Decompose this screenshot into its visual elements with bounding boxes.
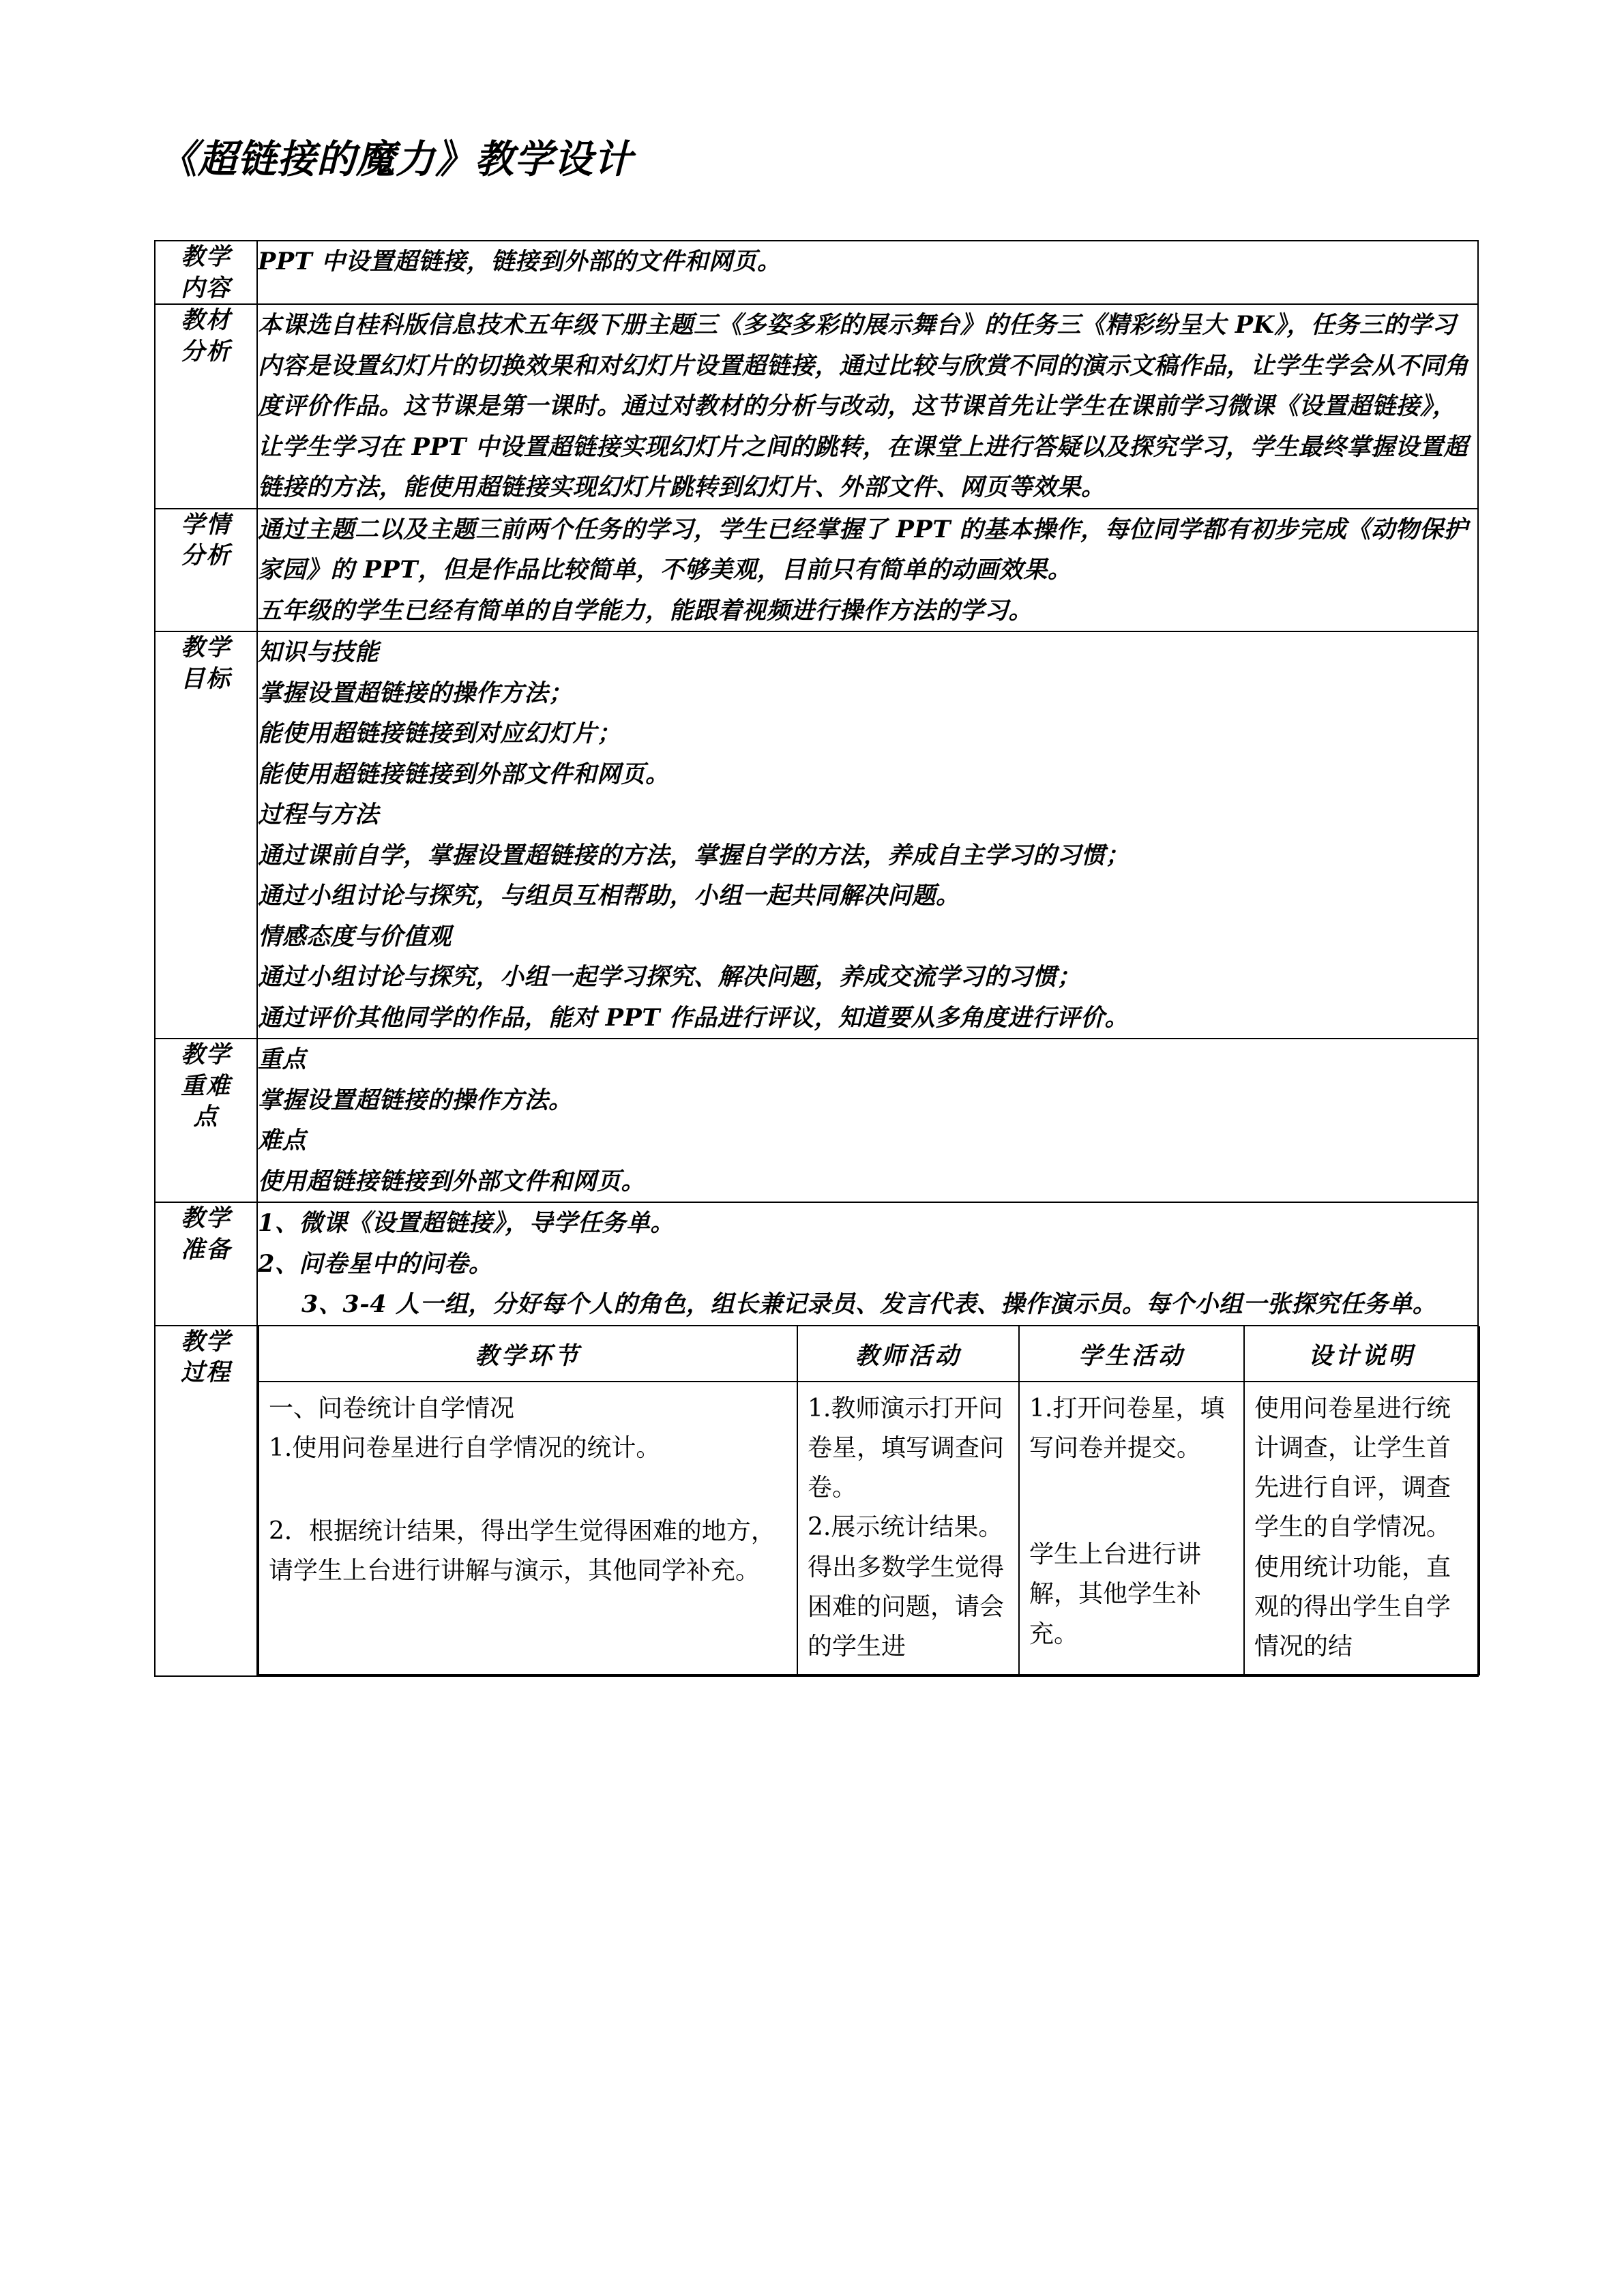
lesson-plan-table (154, 240, 1479, 1677)
process-cell-student (1019, 1382, 1244, 1675)
cell-student-analysis: 通过主题二以及主题三前两个任务的学习，学生已经掌握了 PPT 的基本操作，每位同学都有初步完成《动物保护家园》的 PPT，但是作品比较简单，不够美观，目前只有简单的动画效果。 五年级的学生已经有简单的自学能力，能跟着视频进行操作方法的学习。 (257, 509, 1478, 632)
process-body-row (259, 1382, 1479, 1675)
process-header-teacher: 教师活动 (797, 1326, 1019, 1382)
design-note-2: 使用统计功能，直观的得出学生自学情况的结 (1254, 1553, 1451, 1661)
row-label-teaching-content: 教学 内容 (155, 241, 257, 304)
cell-teaching-content: PPT 中设置超链接，链接到外部的文件和网页。 (257, 241, 1478, 304)
student-activity-1: 1.打开问卷星，填写问卷并提交。 (1029, 1394, 1225, 1462)
process-step-2: 2．根据统计结果，得出学生觉得困难的地方，请学生上台进行讲解与演示，其他同学补充。 (269, 1517, 776, 1585)
row-label-student-analysis: 学情 分析 (155, 509, 257, 632)
row-label-objectives: 教学 目标 (155, 631, 257, 1039)
teacher-activity-1: 1.教师演示打开问卷星，填写调查问卷。 (808, 1394, 1005, 1502)
teacher-activity-3: 得出多数学生觉得困难的问题，请会的学生进 (808, 1553, 1005, 1661)
student-activity-2: 学生上台进行讲解，其他学生补充。 (1029, 1540, 1202, 1648)
cell-material-analysis: 本课选自桂科版信息技术五年级下册主题三《多姿多彩的展示舞台》的任务三《精彩纷呈大 PK》，任务三的学习内容是设置幻灯片的切换效果和对幻灯片设置超链接，通过比较与欣赏不同的演示文稿作品，让学生学会从不同角度评价作品。这节课是第一课时。通过对教材的分析与改动，这节课首先让学生在课前学习微课《设置超链接》，让学生学习在 PPT 中设置超链接实现幻灯片之间的跳转，在课堂上进行答疑以及探究学习，学生最终掌握设置超链接的方法，能使用超链接实现幻灯片跳转到幻灯片、外部文件、网页等效果。 (257, 304, 1478, 509)
cell-preparation: 1、微课《设置超链接》，导学任务单。 2、问卷星中的问卷。 3、3-4 人一组，分好每个人的角色，组长兼记录员、发言代表、操作演示员。每个小组一张探究任务单。 (257, 1202, 1478, 1326)
row-label-material-analysis: 教材 分析 (155, 304, 257, 509)
table-row-teaching-content (155, 241, 1478, 304)
process-cell-design (1244, 1382, 1479, 1675)
table-row-preparation (155, 1202, 1478, 1326)
cell-process (257, 1326, 1478, 1676)
spacer (1029, 1512, 1237, 1535)
cell-objectives: 知识与技能 掌握设置超链接的操作方法； 能使用超链接链接到对应幻灯片； 能使用超链接链接到外部文件和网页。 过程与方法 通过课前自学，掌握设置超链接的方法，掌握自学的方法，养成自主学习的习惯； 通过小组讨论与探究，与组员互相帮助，小组一起共同解决问题。 情感态度与价值观 通过小组讨论与探究，小组一起学习探究、解决问题，养成交流学习的习惯； 通过评价其他同学的作品，能对 PPT 作品进行评议，知道要从多角度进行评价。 (257, 631, 1478, 1039)
process-header-student: 学生活动 (1019, 1326, 1244, 1382)
cell-key-points: 重点 掌握设置超链接的操作方法。 难点 使用超链接链接到外部文件和网页。 (257, 1039, 1478, 1202)
process-header-stage: 教学环节 (259, 1326, 797, 1382)
spacer (1029, 1468, 1237, 1512)
table-row-process (155, 1326, 1478, 1676)
process-cell-teacher (797, 1382, 1019, 1675)
page-title: 《超链接的魔力》教学设计 (158, 136, 633, 182)
table-row-objectives (155, 631, 1478, 1039)
row-label-preparation: 教学 准备 (155, 1202, 257, 1326)
table-row-student-analysis (155, 509, 1478, 632)
row-label-process: 教学 过程 (155, 1326, 257, 1676)
process-step-heading: 一、问卷统计自学情况 (269, 1394, 515, 1422)
table-row-material-analysis (155, 304, 1478, 509)
table-row-key-points (155, 1039, 1478, 1202)
process-cell-stage (259, 1382, 797, 1675)
process-table (258, 1326, 1480, 1675)
process-header-row (259, 1326, 1479, 1382)
row-label-key-points: 教学 重难 点 (155, 1039, 257, 1202)
teacher-activity-2: 2.展示统计结果。 (808, 1513, 1003, 1542)
process-step-1: 1.使用问卷星进行自学情况的统计。 (269, 1433, 661, 1462)
spacer (269, 1468, 790, 1512)
process-header-design: 设计说明 (1244, 1326, 1479, 1382)
design-note-1: 使用问卷星进行统计调查，让学生首先进行自评，调查学生的自学情况。 (1254, 1394, 1451, 1542)
